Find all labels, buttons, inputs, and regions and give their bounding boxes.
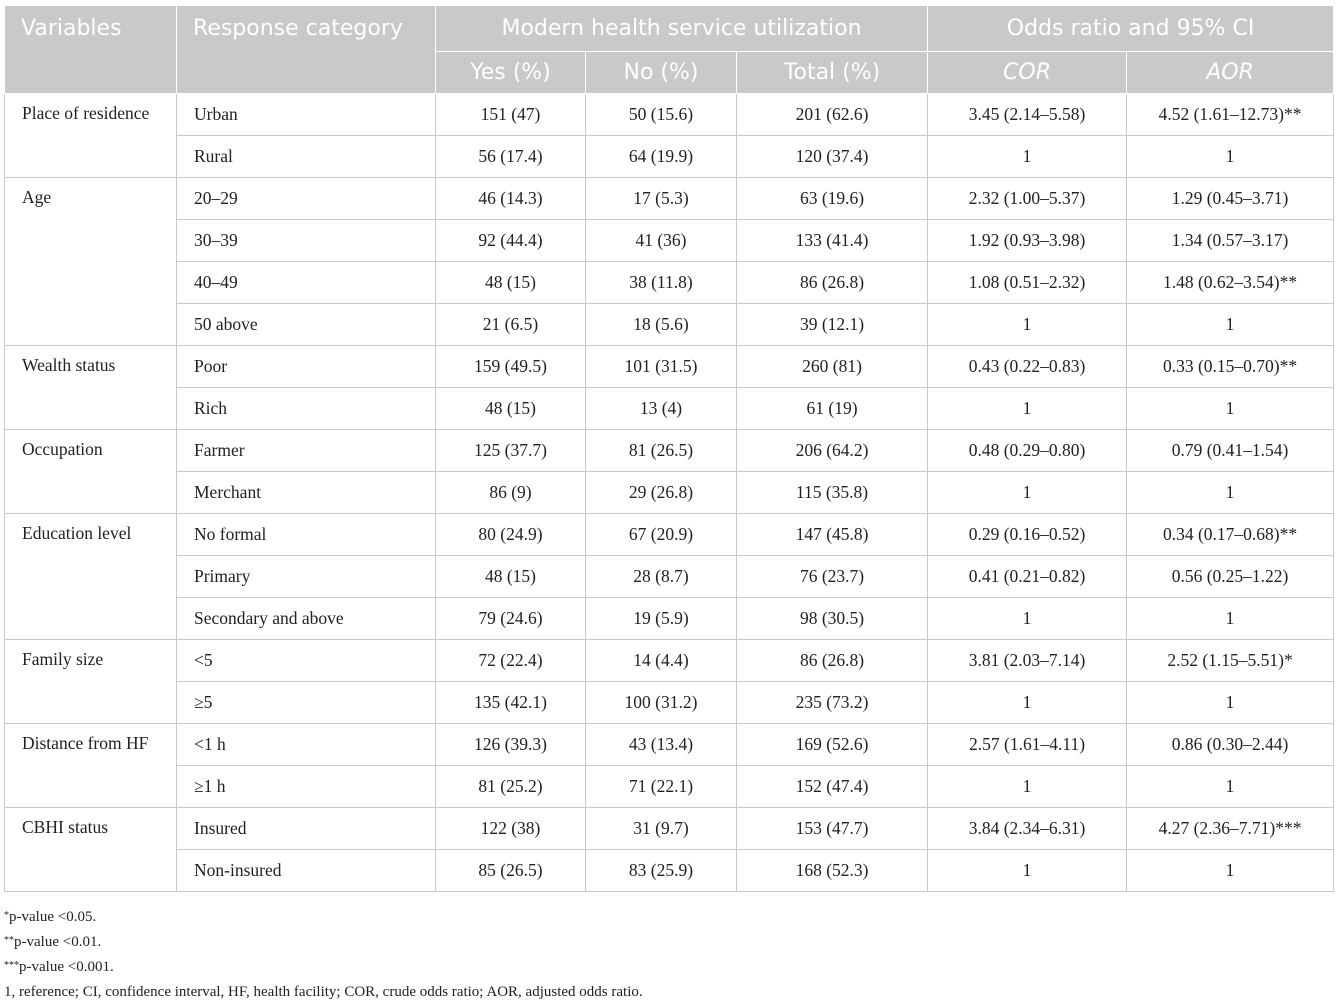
no-cell: 43 (13.4) <box>586 724 737 766</box>
total-cell: 98 (30.5) <box>737 598 928 640</box>
footnote <box>4 930 643 955</box>
table-row <box>5 136 1334 178</box>
cor-cell: 3.84 (2.34–6.31) <box>928 808 1127 850</box>
aor-cell: 0.79 (0.41–1.54) <box>1127 430 1334 472</box>
total-cell: 147 (45.8) <box>737 514 928 556</box>
no-cell: 71 (22.1) <box>586 766 737 808</box>
total-cell: 169 (52.6) <box>737 724 928 766</box>
aor-cell: 0.33 (0.15–0.70)** <box>1127 346 1334 388</box>
yes-cell: 72 (22.4) <box>436 640 586 682</box>
aor-cell: 1 <box>1127 136 1334 178</box>
aor-cell: 1.29 (0.45–3.71) <box>1127 178 1334 220</box>
category-cell: No formal <box>177 514 436 556</box>
category-cell: Urban <box>177 94 436 136</box>
footnote-text: 1, reference; CI, confidence interval, HF, health facility; COR, crude odds ratio; AOR, adjusted odds ratio. <box>4 984 643 1000</box>
no-cell: 101 (31.5) <box>586 346 737 388</box>
total-cell: 120 (37.4) <box>737 136 928 178</box>
variable-cell: Family size <box>5 640 177 724</box>
cor-cell: 2.32 (1.00–5.37) <box>928 178 1127 220</box>
no-cell: 28 (8.7) <box>586 556 737 598</box>
table-row <box>5 640 1334 682</box>
no-cell: 81 (26.5) <box>586 430 737 472</box>
table-row <box>5 388 1334 430</box>
footnote <box>4 905 643 930</box>
category-cell: Merchant <box>177 472 436 514</box>
header-odds-group: Odds ratio and 95% CI <box>928 6 1334 52</box>
aor-cell: 1 <box>1127 472 1334 514</box>
variable-cell: Age <box>5 178 177 346</box>
cor-cell: 2.57 (1.61–4.11) <box>928 724 1127 766</box>
no-cell: 100 (31.2) <box>586 682 737 724</box>
cor-cell: 1 <box>928 682 1127 724</box>
total-cell: 39 (12.1) <box>737 304 928 346</box>
header-no: No (%) <box>586 52 737 94</box>
table-row <box>5 598 1334 640</box>
no-cell: 41 (36) <box>586 220 737 262</box>
aor-cell: 1 <box>1127 598 1334 640</box>
yes-cell: 48 (15) <box>436 262 586 304</box>
cor-cell: 0.29 (0.16–0.52) <box>928 514 1127 556</box>
variable-cell: Distance from HF <box>5 724 177 808</box>
variable-cell: Wealth status <box>5 346 177 430</box>
table-row <box>5 724 1334 766</box>
table-row <box>5 430 1334 472</box>
category-cell: Rural <box>177 136 436 178</box>
total-cell: 115 (35.8) <box>737 472 928 514</box>
total-cell: 61 (19) <box>737 388 928 430</box>
no-cell: 50 (15.6) <box>586 94 737 136</box>
no-cell: 13 (4) <box>586 388 737 430</box>
total-cell: 168 (52.3) <box>737 850 928 892</box>
no-cell: 14 (4.4) <box>586 640 737 682</box>
yes-cell: 79 (24.6) <box>436 598 586 640</box>
cor-cell: 1 <box>928 598 1127 640</box>
footnote <box>4 980 643 1005</box>
category-cell: Poor <box>177 346 436 388</box>
yes-cell: 125 (37.7) <box>436 430 586 472</box>
total-cell: 63 (19.6) <box>737 178 928 220</box>
category-cell: 40–49 <box>177 262 436 304</box>
total-cell: 260 (81) <box>737 346 928 388</box>
aor-cell: 1 <box>1127 304 1334 346</box>
aor-cell: 1.48 (0.62–3.54)** <box>1127 262 1334 304</box>
no-cell: 18 (5.6) <box>586 304 737 346</box>
table-row <box>5 850 1334 892</box>
no-cell: 67 (20.9) <box>586 514 737 556</box>
table-row <box>5 808 1334 850</box>
yes-cell: 56 (17.4) <box>436 136 586 178</box>
table-row <box>5 556 1334 598</box>
cor-cell: 1.08 (0.51–2.32) <box>928 262 1127 304</box>
header-utilization-group: Modern health service utilization <box>436 6 928 52</box>
yes-cell: 46 (14.3) <box>436 178 586 220</box>
yes-cell: 86 (9) <box>436 472 586 514</box>
category-cell: 50 above <box>177 304 436 346</box>
total-cell: 76 (23.7) <box>737 556 928 598</box>
category-cell: Farmer <box>177 430 436 472</box>
category-cell: Rich <box>177 388 436 430</box>
header-variables: Variables <box>5 6 177 94</box>
category-cell: Secondary and above <box>177 598 436 640</box>
aor-cell: 1 <box>1127 388 1334 430</box>
yes-cell: 92 (44.4) <box>436 220 586 262</box>
aor-cell: 1 <box>1127 682 1334 724</box>
total-cell: 152 (47.4) <box>737 766 928 808</box>
yes-cell: 80 (24.9) <box>436 514 586 556</box>
table-header <box>5 6 1334 94</box>
category-cell: Primary <box>177 556 436 598</box>
yes-cell: 122 (38) <box>436 808 586 850</box>
cor-cell: 1 <box>928 766 1127 808</box>
yes-cell: 48 (15) <box>436 556 586 598</box>
cor-cell: 1.92 (0.93–3.98) <box>928 220 1127 262</box>
aor-cell: 4.52 (1.61–12.73)** <box>1127 94 1334 136</box>
yes-cell: 135 (42.1) <box>436 682 586 724</box>
aor-cell: 0.56 (0.25–1.22) <box>1127 556 1334 598</box>
variable-cell: Education level <box>5 514 177 640</box>
category-cell: 20–29 <box>177 178 436 220</box>
variable-cell: CBHI status <box>5 808 177 892</box>
yes-cell: 81 (25.2) <box>436 766 586 808</box>
cor-cell: 1 <box>928 304 1127 346</box>
table-row <box>5 178 1334 220</box>
aor-cell: 1.34 (0.57–3.17) <box>1127 220 1334 262</box>
no-cell: 38 (11.8) <box>586 262 737 304</box>
footnote-text: p-value <0.001. <box>19 959 114 975</box>
no-cell: 19 (5.9) <box>586 598 737 640</box>
table-body <box>5 94 1334 892</box>
table-row <box>5 472 1334 514</box>
total-cell: 235 (73.2) <box>737 682 928 724</box>
yes-cell: 151 (47) <box>436 94 586 136</box>
no-cell: 29 (26.8) <box>586 472 737 514</box>
table-row <box>5 346 1334 388</box>
cor-cell: 0.41 (0.21–0.82) <box>928 556 1127 598</box>
table-row <box>5 220 1334 262</box>
footnote-text: p-value <0.05. <box>9 909 97 925</box>
results-table-container <box>4 5 1333 892</box>
table-row <box>5 514 1334 556</box>
results-table <box>4 5 1334 892</box>
footnote-mark: *** <box>4 960 19 971</box>
no-cell: 31 (9.7) <box>586 808 737 850</box>
no-cell: 64 (19.9) <box>586 136 737 178</box>
cor-cell: 1 <box>928 388 1127 430</box>
total-cell: 86 (26.8) <box>737 262 928 304</box>
table-row <box>5 766 1334 808</box>
category-cell: ≥5 <box>177 682 436 724</box>
total-cell: 86 (26.8) <box>737 640 928 682</box>
category-cell: Non-insured <box>177 850 436 892</box>
footnote-mark: ** <box>4 935 14 946</box>
category-cell: 30–39 <box>177 220 436 262</box>
table-row <box>5 682 1334 724</box>
aor-cell: 0.86 (0.30–2.44) <box>1127 724 1334 766</box>
cor-cell: 1 <box>928 136 1127 178</box>
variable-cell: Place of residence <box>5 94 177 178</box>
cor-cell: 1 <box>928 472 1127 514</box>
table-row <box>5 94 1334 136</box>
footnote-text: p-value <0.01. <box>14 934 102 950</box>
header-aor: AOR <box>1127 52 1334 94</box>
cor-cell: 1 <box>928 850 1127 892</box>
yes-cell: 85 (26.5) <box>436 850 586 892</box>
aor-cell: 1 <box>1127 850 1334 892</box>
table-row <box>5 304 1334 346</box>
header-total: Total (%) <box>737 52 928 94</box>
category-cell: <5 <box>177 640 436 682</box>
yes-cell: 21 (6.5) <box>436 304 586 346</box>
yes-cell: 126 (39.3) <box>436 724 586 766</box>
header-cor: COR <box>928 52 1127 94</box>
table-row <box>5 262 1334 304</box>
no-cell: 83 (25.9) <box>586 850 737 892</box>
footnote <box>4 955 643 980</box>
category-cell: Insured <box>177 808 436 850</box>
aor-cell: 2.52 (1.15–5.51)* <box>1127 640 1334 682</box>
header-yes: Yes (%) <box>436 52 586 94</box>
variable-cell: Occupation <box>5 430 177 514</box>
footnote-mark: * <box>4 910 9 921</box>
aor-cell: 0.34 (0.17–0.68)** <box>1127 514 1334 556</box>
total-cell: 201 (62.6) <box>737 94 928 136</box>
footnotes <box>4 905 643 1005</box>
no-cell: 17 (5.3) <box>586 178 737 220</box>
header-response-category: Response category <box>177 6 436 94</box>
yes-cell: 159 (49.5) <box>436 346 586 388</box>
yes-cell: 48 (15) <box>436 388 586 430</box>
total-cell: 153 (47.7) <box>737 808 928 850</box>
total-cell: 133 (41.4) <box>737 220 928 262</box>
aor-cell: 1 <box>1127 766 1334 808</box>
aor-cell: 4.27 (2.36–7.71)*** <box>1127 808 1334 850</box>
cor-cell: 0.48 (0.29–0.80) <box>928 430 1127 472</box>
cor-cell: 0.43 (0.22–0.83) <box>928 346 1127 388</box>
cor-cell: 3.45 (2.14–5.58) <box>928 94 1127 136</box>
category-cell: ≥1 h <box>177 766 436 808</box>
category-cell: <1 h <box>177 724 436 766</box>
total-cell: 206 (64.2) <box>737 430 928 472</box>
cor-cell: 3.81 (2.03–7.14) <box>928 640 1127 682</box>
